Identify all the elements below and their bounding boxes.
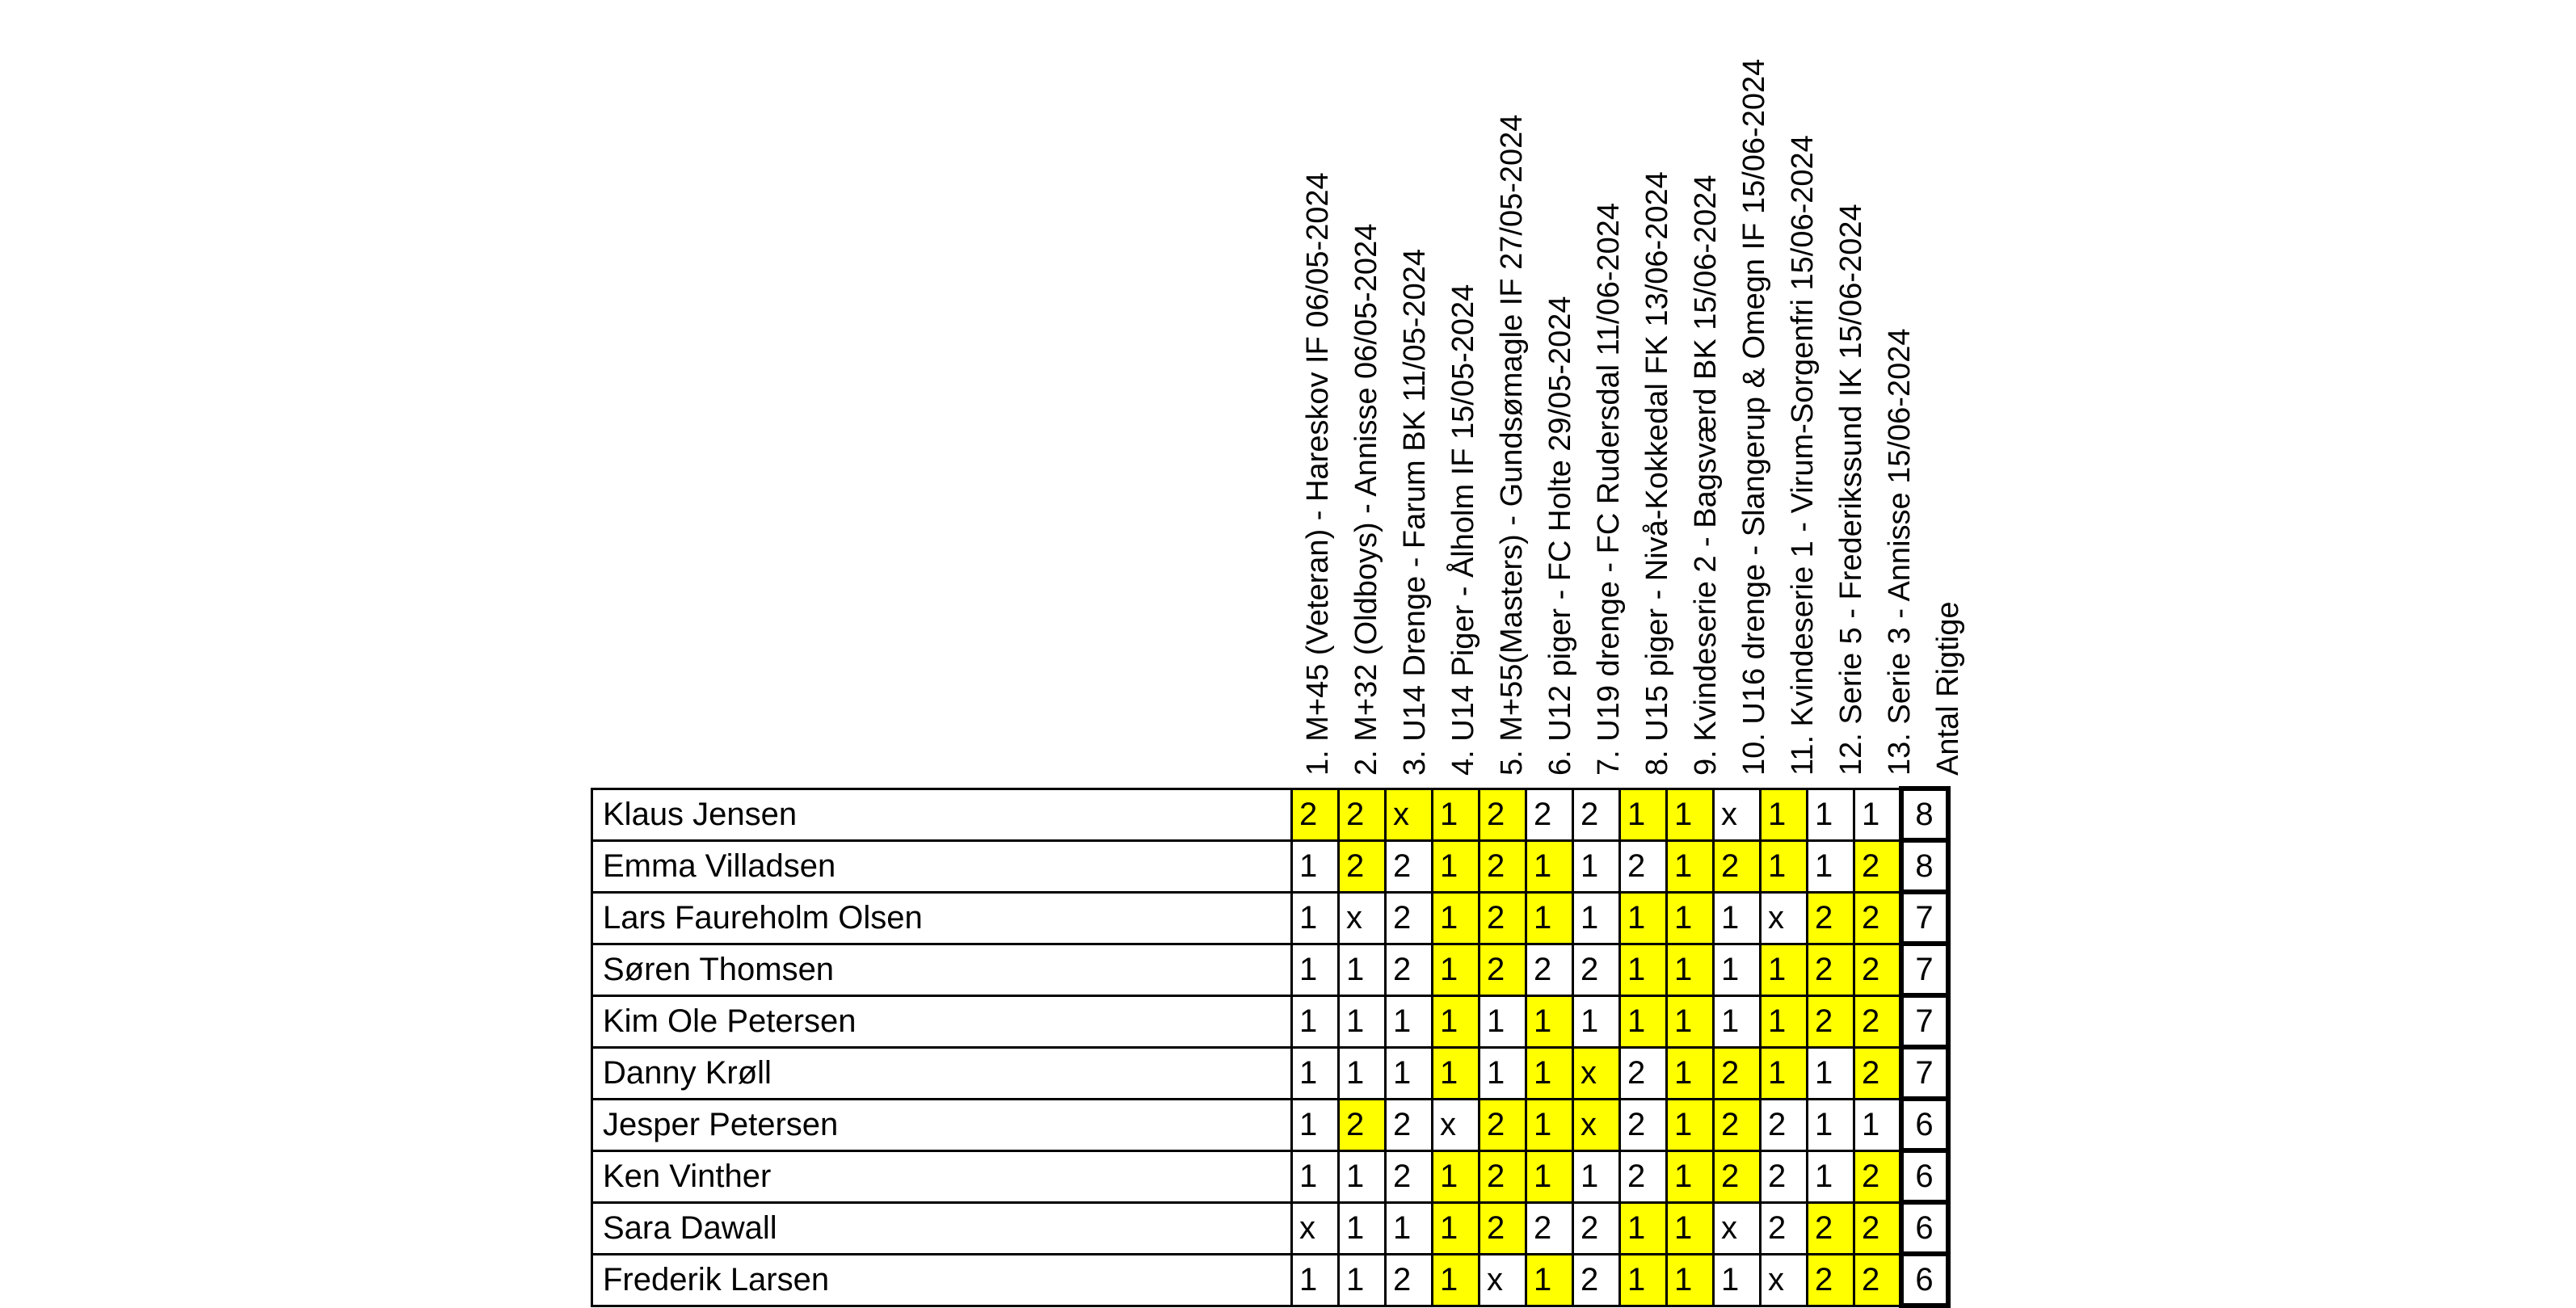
pick-cell-correct[interactable]: 2: [1854, 892, 1901, 944]
pick-cell[interactable]: 1: [1339, 1047, 1386, 1099]
pick-cell[interactable]: 1: [1808, 1047, 1854, 1099]
column-header-match: [1634, 0, 1681, 776]
pick-cell[interactable]: x: [1292, 1202, 1339, 1254]
column-header-match: [1682, 0, 1729, 776]
pick-cell[interactable]: 2: [1386, 1150, 1433, 1202]
pick-cell-correct[interactable]: 2: [1292, 789, 1339, 840]
column-header-match: [1876, 0, 1923, 776]
pick-cell-correct[interactable]: 1: [1667, 1047, 1714, 1099]
pick-cell[interactable]: x: [1761, 892, 1808, 944]
pick-cell[interactable]: 1: [1386, 1202, 1433, 1254]
pick-cell-correct[interactable]: 2: [1854, 1202, 1901, 1254]
pick-cell-correct[interactable]: 1: [1433, 1047, 1480, 1099]
column-header-match: [1585, 0, 1632, 776]
pick-cell-correct[interactable]: 2: [1339, 1099, 1386, 1150]
pick-cell[interactable]: 1: [1808, 1150, 1854, 1202]
pick-cell[interactable]: 1: [1854, 1099, 1901, 1150]
pick-cell-correct[interactable]: 1: [1667, 840, 1714, 892]
table-row: [592, 1150, 1948, 1202]
pick-cell[interactable]: 1: [1480, 995, 1526, 1047]
pick-cell-correct[interactable]: 1: [1667, 892, 1714, 944]
correct-count-cell[interactable]: 8: [1901, 789, 1948, 840]
column-header-label: Antal Rigtige: [1931, 601, 1965, 776]
table-row: [592, 1099, 1948, 1150]
pick-cell-correct[interactable]: 1: [1667, 1254, 1714, 1306]
pick-cell-correct[interactable]: 1: [1526, 1150, 1573, 1202]
correct-count-cell[interactable]: 6: [1901, 1202, 1948, 1254]
pick-cell-correct[interactable]: 2: [1808, 892, 1854, 944]
pick-cell-correct[interactable]: 1: [1620, 1254, 1667, 1306]
pick-cell[interactable]: 2: [1386, 840, 1433, 892]
pick-cell-correct[interactable]: x: [1573, 1099, 1620, 1150]
pick-cell-correct[interactable]: 1: [1761, 1047, 1808, 1099]
pick-cell-correct[interactable]: 2: [1854, 995, 1901, 1047]
pick-cell-correct[interactable]: 1: [1667, 1150, 1714, 1202]
pick-cell[interactable]: 1: [1808, 840, 1854, 892]
pick-cell[interactable]: 1: [1292, 1150, 1339, 1202]
pick-cell[interactable]: 1: [1808, 789, 1854, 840]
column-header-label: 7. U19 drenge - FC Rudersdal 11/06-2024: [1592, 202, 1626, 776]
pick-cell-correct[interactable]: 2: [1854, 944, 1901, 995]
pick-cell[interactable]: 2: [1526, 944, 1573, 995]
column-header-match: [1440, 0, 1487, 776]
column-header-match: [1488, 0, 1535, 776]
pick-cell[interactable]: 1: [1292, 1047, 1339, 1099]
column-header-label: 11. Kvindeserie 1 - Virum-Sorgenfri 15/06-2024: [1786, 135, 1820, 776]
pick-cell[interactable]: x: [1714, 789, 1761, 840]
participant-name[interactable]: Klaus Jensen: [592, 789, 1292, 840]
correct-count-cell[interactable]: 6: [1901, 1150, 1948, 1202]
pick-cell[interactable]: 2: [1620, 1150, 1667, 1202]
pick-cell[interactable]: x: [1433, 1099, 1480, 1150]
column-header-total: [1925, 0, 1972, 776]
pick-cell[interactable]: 2: [1386, 1099, 1433, 1150]
pick-cell[interactable]: 2: [1620, 1099, 1667, 1150]
participant-name[interactable]: Kim Ole Petersen: [592, 995, 1292, 1047]
pick-cell-correct[interactable]: 2: [1714, 1047, 1761, 1099]
pick-cell-correct[interactable]: 1: [1620, 1202, 1667, 1254]
pick-cell[interactable]: 1: [1339, 1202, 1386, 1254]
pick-cell-correct[interactable]: 1: [1526, 1099, 1573, 1150]
pick-cell[interactable]: 1: [1573, 995, 1620, 1047]
pick-cell[interactable]: 2: [1761, 1150, 1808, 1202]
pick-cell[interactable]: 1: [1339, 944, 1386, 995]
pick-cell-correct[interactable]: 2: [1854, 1254, 1901, 1306]
pick-cell[interactable]: 1: [1386, 1047, 1433, 1099]
pick-cell-correct[interactable]: 1: [1433, 789, 1480, 840]
correct-count-cell[interactable]: 7: [1901, 1047, 1948, 1099]
pick-cell-correct[interactable]: 1: [1620, 892, 1667, 944]
pick-cell-correct[interactable]: 1: [1667, 789, 1714, 840]
pick-cell-correct[interactable]: 1: [1667, 1099, 1714, 1150]
column-header-match: [1828, 0, 1875, 776]
table-row: [592, 1202, 1948, 1254]
pick-cell-correct[interactable]: 2: [1480, 1099, 1526, 1150]
participant-name[interactable]: Jesper Petersen: [592, 1099, 1292, 1150]
pick-cell-correct[interactable]: 2: [1480, 892, 1526, 944]
pick-cell-correct[interactable]: 2: [1854, 1047, 1901, 1099]
pick-cell[interactable]: 2: [1386, 944, 1433, 995]
correct-count-cell[interactable]: 7: [1901, 995, 1948, 1047]
pick-cell-correct[interactable]: 2: [1714, 1150, 1761, 1202]
pick-cell[interactable]: 2: [1386, 1254, 1433, 1306]
pick-cell[interactable]: 2: [1761, 1099, 1808, 1150]
column-header-match: [1537, 0, 1584, 776]
participant-name[interactable]: Ken Vinther: [592, 1150, 1292, 1202]
pick-cell-correct[interactable]: 2: [1339, 789, 1386, 840]
column-header-label: 6. U12 piger - FC Holte 29/05-2024: [1543, 296, 1577, 776]
column-header-label: 8. U15 piger - Nivå-Kokkedal FK 13/06-2024: [1640, 171, 1674, 776]
pick-cell[interactable]: 1: [1339, 1150, 1386, 1202]
pick-cell[interactable]: 2: [1761, 1202, 1808, 1254]
pick-cell-correct[interactable]: 1: [1620, 995, 1667, 1047]
column-header-match: [1343, 0, 1390, 776]
pick-cell-correct[interactable]: 1: [1526, 995, 1573, 1047]
pick-cell-correct[interactable]: 1: [1526, 892, 1573, 944]
pick-cell[interactable]: 1: [1339, 995, 1386, 1047]
pick-cell[interactable]: 1: [1292, 1254, 1339, 1306]
pick-cell[interactable]: 1: [1854, 789, 1901, 840]
table-row: [592, 892, 1948, 944]
pick-cell-correct[interactable]: 1: [1526, 840, 1573, 892]
column-header-label: 9. Kvindeserie 2 - Bagsværd BK 15/06-2024: [1689, 175, 1723, 776]
pick-cell-correct[interactable]: 2: [1480, 789, 1526, 840]
pick-cell-correct[interactable]: 1: [1433, 892, 1480, 944]
column-header-match: [1731, 0, 1778, 776]
pick-cell-correct[interactable]: x: [1386, 789, 1433, 840]
correct-count-cell[interactable]: 6: [1901, 1099, 1948, 1150]
pick-cell-correct[interactable]: 2: [1480, 1202, 1526, 1254]
pick-cell[interactable]: 1: [1292, 1099, 1339, 1150]
pick-cell[interactable]: 1: [1573, 892, 1620, 944]
column-header-label: 10. U16 drenge - Slangerup & Omegn IF 15/06-2024: [1737, 58, 1771, 776]
pick-cell-correct[interactable]: 2: [1480, 1150, 1526, 1202]
participant-name[interactable]: Danny Krøll: [592, 1047, 1292, 1099]
pick-cell[interactable]: 2: [1573, 944, 1620, 995]
pick-cell-correct[interactable]: 2: [1808, 1202, 1854, 1254]
pick-cell-correct[interactable]: 1: [1433, 1150, 1480, 1202]
pick-cell-correct[interactable]: 2: [1808, 944, 1854, 995]
table-row: [592, 995, 1948, 1047]
column-header-label: 2. M+32 (Oldboys) - Annisse 06/05-2024: [1349, 223, 1383, 776]
pick-cell-correct[interactable]: 2: [1808, 1254, 1854, 1306]
pick-cell[interactable]: 2: [1573, 789, 1620, 840]
column-header-label: 4. U14 Piger - Ålholm IF 15/05-2024: [1446, 284, 1480, 776]
table-row: [592, 840, 1948, 892]
correct-count-cell[interactable]: 6: [1901, 1254, 1948, 1306]
participant-name[interactable]: Lars Faureholm Olsen: [592, 892, 1292, 944]
pick-cell-correct[interactable]: 1: [1526, 1047, 1573, 1099]
pick-cell-correct[interactable]: 1: [1433, 840, 1480, 892]
pick-cell-correct[interactable]: 1: [1433, 1202, 1480, 1254]
pick-cell[interactable]: 1: [1714, 892, 1761, 944]
pick-cell-correct[interactable]: 2: [1808, 995, 1854, 1047]
pick-cell[interactable]: 1: [1292, 995, 1339, 1047]
pick-cell-correct[interactable]: 1: [1761, 995, 1808, 1047]
pick-cell[interactable]: 1: [1292, 944, 1339, 995]
table-row: [592, 1047, 1948, 1099]
column-header-match: [1779, 0, 1826, 776]
pick-cell-correct[interactable]: 2: [1480, 840, 1526, 892]
pick-cell[interactable]: 1: [1714, 1254, 1761, 1306]
pick-cell[interactable]: 2: [1526, 789, 1573, 840]
column-header-match: [1294, 0, 1341, 776]
pick-cell[interactable]: 2: [1573, 1254, 1620, 1306]
pick-cell-correct[interactable]: 1: [1761, 944, 1808, 995]
pick-cell[interactable]: x: [1714, 1202, 1761, 1254]
participant-name[interactable]: Emma Villadsen: [592, 840, 1292, 892]
pick-cell-correct[interactable]: 2: [1339, 840, 1386, 892]
results-table: [591, 786, 1951, 1308]
pick-cell[interactable]: 1: [1714, 995, 1761, 1047]
pick-cell-correct[interactable]: 2: [1714, 840, 1761, 892]
column-header-label: 12. Serie 5 - Frederikssund IK 15/06-2024: [1834, 204, 1868, 776]
pick-cell-correct[interactable]: 1: [1761, 840, 1808, 892]
column-header-label: 3. U14 Drenge - Farum BK 11/05-2024: [1398, 249, 1432, 776]
pick-cell[interactable]: 2: [1526, 1202, 1573, 1254]
participant-name[interactable]: Søren Thomsen: [592, 944, 1292, 995]
pick-cell-correct[interactable]: 1: [1761, 789, 1808, 840]
pick-cell[interactable]: 2: [1386, 892, 1433, 944]
pick-cell[interactable]: 1: [1714, 944, 1761, 995]
pick-cell-correct[interactable]: 2: [1854, 1150, 1901, 1202]
participant-name[interactable]: Frederik Larsen: [592, 1254, 1292, 1306]
pick-cell-correct[interactable]: 1: [1433, 1254, 1480, 1306]
pick-cell[interactable]: 1: [1339, 1254, 1386, 1306]
pick-cell[interactable]: 2: [1620, 1047, 1667, 1099]
correct-count-cell[interactable]: 7: [1901, 892, 1948, 944]
column-header-label: 13. Serie 3 - Annisse 15/06-2024: [1883, 328, 1917, 776]
column-header-label: 1. M+45 (Veteran) - Hareskov IF 06/05-2024: [1301, 172, 1335, 776]
table-row: [592, 944, 1948, 995]
pick-cell-correct[interactable]: 2: [1854, 840, 1901, 892]
pick-cell[interactable]: 1: [1573, 1150, 1620, 1202]
pick-cell-correct[interactable]: 1: [1667, 944, 1714, 995]
pick-cell-correct[interactable]: 1: [1433, 944, 1480, 995]
pick-cell[interactable]: 1: [1573, 840, 1620, 892]
table-row: [592, 1254, 1948, 1306]
pick-cell-correct[interactable]: 1: [1667, 995, 1714, 1047]
pick-cell-correct[interactable]: 1: [1433, 995, 1480, 1047]
pick-cell[interactable]: x: [1761, 1254, 1808, 1306]
pick-cell-correct[interactable]: x: [1573, 1047, 1620, 1099]
table-row: [592, 789, 1948, 840]
pick-cell-correct[interactable]: 2: [1480, 944, 1526, 995]
pick-cell[interactable]: 1: [1292, 840, 1339, 892]
pick-cell-correct[interactable]: 2: [1714, 1099, 1761, 1150]
pick-cell[interactable]: x: [1480, 1254, 1526, 1306]
correct-count-cell[interactable]: 8: [1901, 840, 1948, 892]
pick-cell[interactable]: x: [1339, 892, 1386, 944]
correct-count-cell[interactable]: 7: [1901, 944, 1948, 995]
participant-name[interactable]: Sara Dawall: [592, 1202, 1292, 1254]
pick-cell-correct[interactable]: 1: [1667, 1202, 1714, 1254]
pick-cell-correct[interactable]: 1: [1620, 944, 1667, 995]
pick-cell[interactable]: 1: [1480, 1047, 1526, 1099]
pick-cell[interactable]: 1: [1292, 892, 1339, 944]
pick-cell-correct[interactable]: 1: [1620, 789, 1667, 840]
column-header-label: 5. M+55(Masters) - Gundsømagle IF 27/05-2024: [1495, 114, 1529, 776]
pick-cell[interactable]: 2: [1573, 1202, 1620, 1254]
pick-cell-correct[interactable]: 1: [1526, 1254, 1573, 1306]
pick-cell[interactable]: 1: [1808, 1099, 1854, 1150]
column-header-match: [1391, 0, 1438, 776]
pick-cell[interactable]: 1: [1386, 995, 1433, 1047]
pick-cell[interactable]: 2: [1620, 840, 1667, 892]
